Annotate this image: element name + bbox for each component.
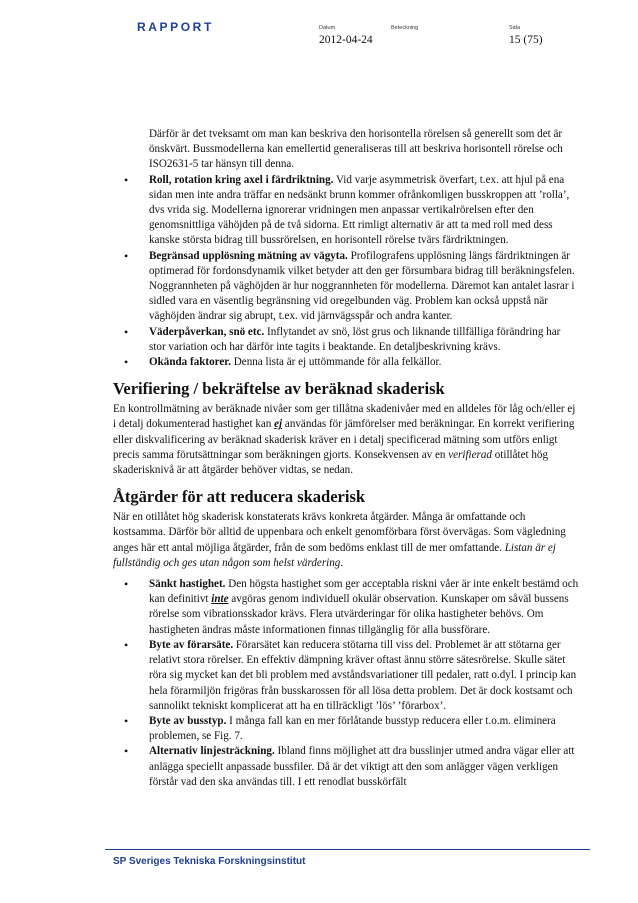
bullet-icon: • (124, 324, 129, 339)
bullet-icon: • (124, 577, 129, 592)
bullet-text: avgöras genom individuell okulär observation. Kunskaper om såväl bussens rörelse som vibrationsskador krävs. Flera utvärderingar för olika hastigheter behövs. Om hastigheten ändras måste informationen finnas tillgänglig för alla bussförare. (149, 593, 569, 636)
date-label: Datum (319, 25, 336, 31)
paragraph-text: När en otillåtet hög skaderisk konstaterats krävs konkreta åtgärder. Många är omfattande och kostsamma. Därför bör alltid de uppenbara och enkelt genomförbara först övervägas. Som vägledning anges här ett antal möjliga åtgärder, från de som bedöms enklast till de mer omfattande. (113, 511, 566, 554)
emphasis-text: ej (274, 418, 283, 431)
bullet-item (0, 714, 579, 744)
bullet-text: Profilografens upplösning längs färdriktningen är optimerad för fordonsdynamik vilket betyder att den ger försumbara bidrag till beräkningsfelen. Noggrannheten på väghöjden är hur noggrannheten för modellerna. Däremot kan antalet lasrar i sidled vara en väsentlig begränsning vid oregelbunden väg. Problem kan också uppstå när väghöjden ändrar sig abrupt, t.ex. vid järnvägsspår och andra kanter. (149, 249, 575, 323)
bullet-title: Begränsad upplösning mätning av vägyta. (149, 249, 348, 262)
bullet-title: Okända faktorer. (149, 356, 231, 369)
bullet-item (0, 173, 579, 249)
continuation-text: Därför är det tveksamt om man kan beskriva den horisontella rörelsen så generellt som det är önskvärt. Bussmodellerna kan emellertid generaliseras till att beskriva horisontell rörelse och ISO2631-5 tar hänsyn till denna. (149, 128, 563, 171)
bullet-item (0, 325, 579, 355)
bullet-title: Byte av busstyp. (149, 714, 227, 727)
section-heading-measures: Åtgärder för att reducera skaderisk (113, 487, 366, 507)
bullet-icon: • (124, 248, 129, 263)
bullet-text: Vid varje asymmetrisk överfart, t.ex. att hjul på ena sidan men inte andra träffar en nedsänkt brunn kommer ofrånkomligen busskroppen att ’rolla’, dvs vrida sig. Modellerna ignorerar vridningen men anpassar vertikalrörelsen efter den genomsnittliga vähöjden på de två sidorna. Ett rimligt alternativ är att ta med roll med dess kanske största bidrag till bussrörelsen, en horisontell rörelse tvärs färdriktningen. (149, 173, 570, 247)
bullet-text: Förarsätet kan reducera stötarna till viss del. Problemet är att stötarna ger relativt stora rörelser. En effektiv dämpning kräver oftast ännu större sätesrörelse. Skulle sätet röra sig mycket kan det bli problem med avståndsvariationer till pedaler, ratt o.dyl. I princip kan hela förarmiljön frigöras från busskarossen för all lösa detta problem. Det är dock kostsamt och sannolikt tekniskt komplicerat att ha en tillräckligt ’lös’ ’förarbox’. (149, 638, 577, 712)
bullet-icon: • (124, 172, 129, 187)
bullet-text: Ibland finns möjlighet att dra busslinjer utmed andra vägar eller att anlägga speciellt anpassade bussfiler. Då är det viktigt att den som anlägger vägen verkligen förstår vad den ska användas till. I ett renodlat busskörfält (149, 745, 575, 788)
report-brand: RAPPORT (137, 20, 214, 34)
bullet-title: Roll, rotation kring axel i färdriktning. (149, 173, 334, 186)
bullet-text: Inflytandet av snö, löst grus och liknande tillfälliga förändring har stor variation och har därför inte tagits i beaktande. En detaljbeskrivning krävs. (149, 325, 561, 353)
bullet-item (0, 577, 579, 638)
document-body (0, 127, 638, 790)
reference-label: Beteckning (391, 25, 419, 31)
bullet-text: Denna lista är ej uttömmande för alla felkällor. (230, 356, 442, 369)
italic-text: verifierad (448, 448, 492, 461)
bullet-icon: • (124, 355, 129, 370)
footer-divider (105, 849, 590, 850)
page-header (0, 0, 638, 60)
bullet-text: Den högsta hastighet som ger acceptabla riskni våer är inte enkelt bestämd och kan definitivt (149, 578, 579, 606)
footer-organization: SP Sveriges Tekniska Forskningsinstitut (113, 856, 306, 867)
continuation-paragraph (0, 127, 579, 173)
bullet-icon: • (124, 637, 129, 652)
bullet-text: I många fall kan en mer förlåtande busstyp reducera eller t.o.m. eliminera problemen, se Fig. 7. (149, 714, 556, 743)
paragraph-text: En kontrollmätning av beräknade nivåer som ger tillåtna skadenivåer med en alldeles för låg och/eller ej i detalj dokumenterad hastighet kan (113, 403, 576, 431)
bullet-item (0, 744, 579, 790)
emphasis-text: inte (211, 593, 229, 606)
measures-paragraph (0, 510, 579, 571)
paragraph-text: användas för jämförelser med beräkningar. En korrekt verifiering eller diskvalificering av beräknad skaderisk kräver en i detalj specificerad mätning som utförs enligt precis samma förutsättningar som beräkningen gjorts. Konsekvensen av en (113, 418, 575, 461)
bullet-item (0, 638, 579, 714)
bullet-title: Alternativ linjesträckning. (149, 745, 275, 758)
bullet-title: Väderpåverkan, snö etc. (149, 325, 265, 338)
date-value: 2012-04-24 (319, 34, 373, 46)
italic-text: Listan är ej fullständig och ges utan någon som helst värdering (113, 541, 556, 569)
bullet-icon: • (124, 744, 129, 759)
page-label: Sida (509, 25, 521, 31)
paragraph-text: . (340, 556, 344, 569)
section-heading-verification: Verifiering / bekräftelse av beräknad skaderisk (113, 379, 445, 399)
bullet-item (0, 355, 579, 370)
paragraph-text: otillåtet hög skaderisknivå är att åtgärder behöver vidtas, se nedan. (113, 448, 549, 477)
bullet-icon: • (124, 713, 129, 728)
bullet-title: Sänkt hastighet. (149, 578, 226, 591)
bullet-title: Byte av förarsäte. (149, 638, 234, 651)
page-number: 15 (75) (509, 34, 543, 46)
bullet-item (0, 249, 579, 325)
verification-paragraph (0, 402, 579, 478)
